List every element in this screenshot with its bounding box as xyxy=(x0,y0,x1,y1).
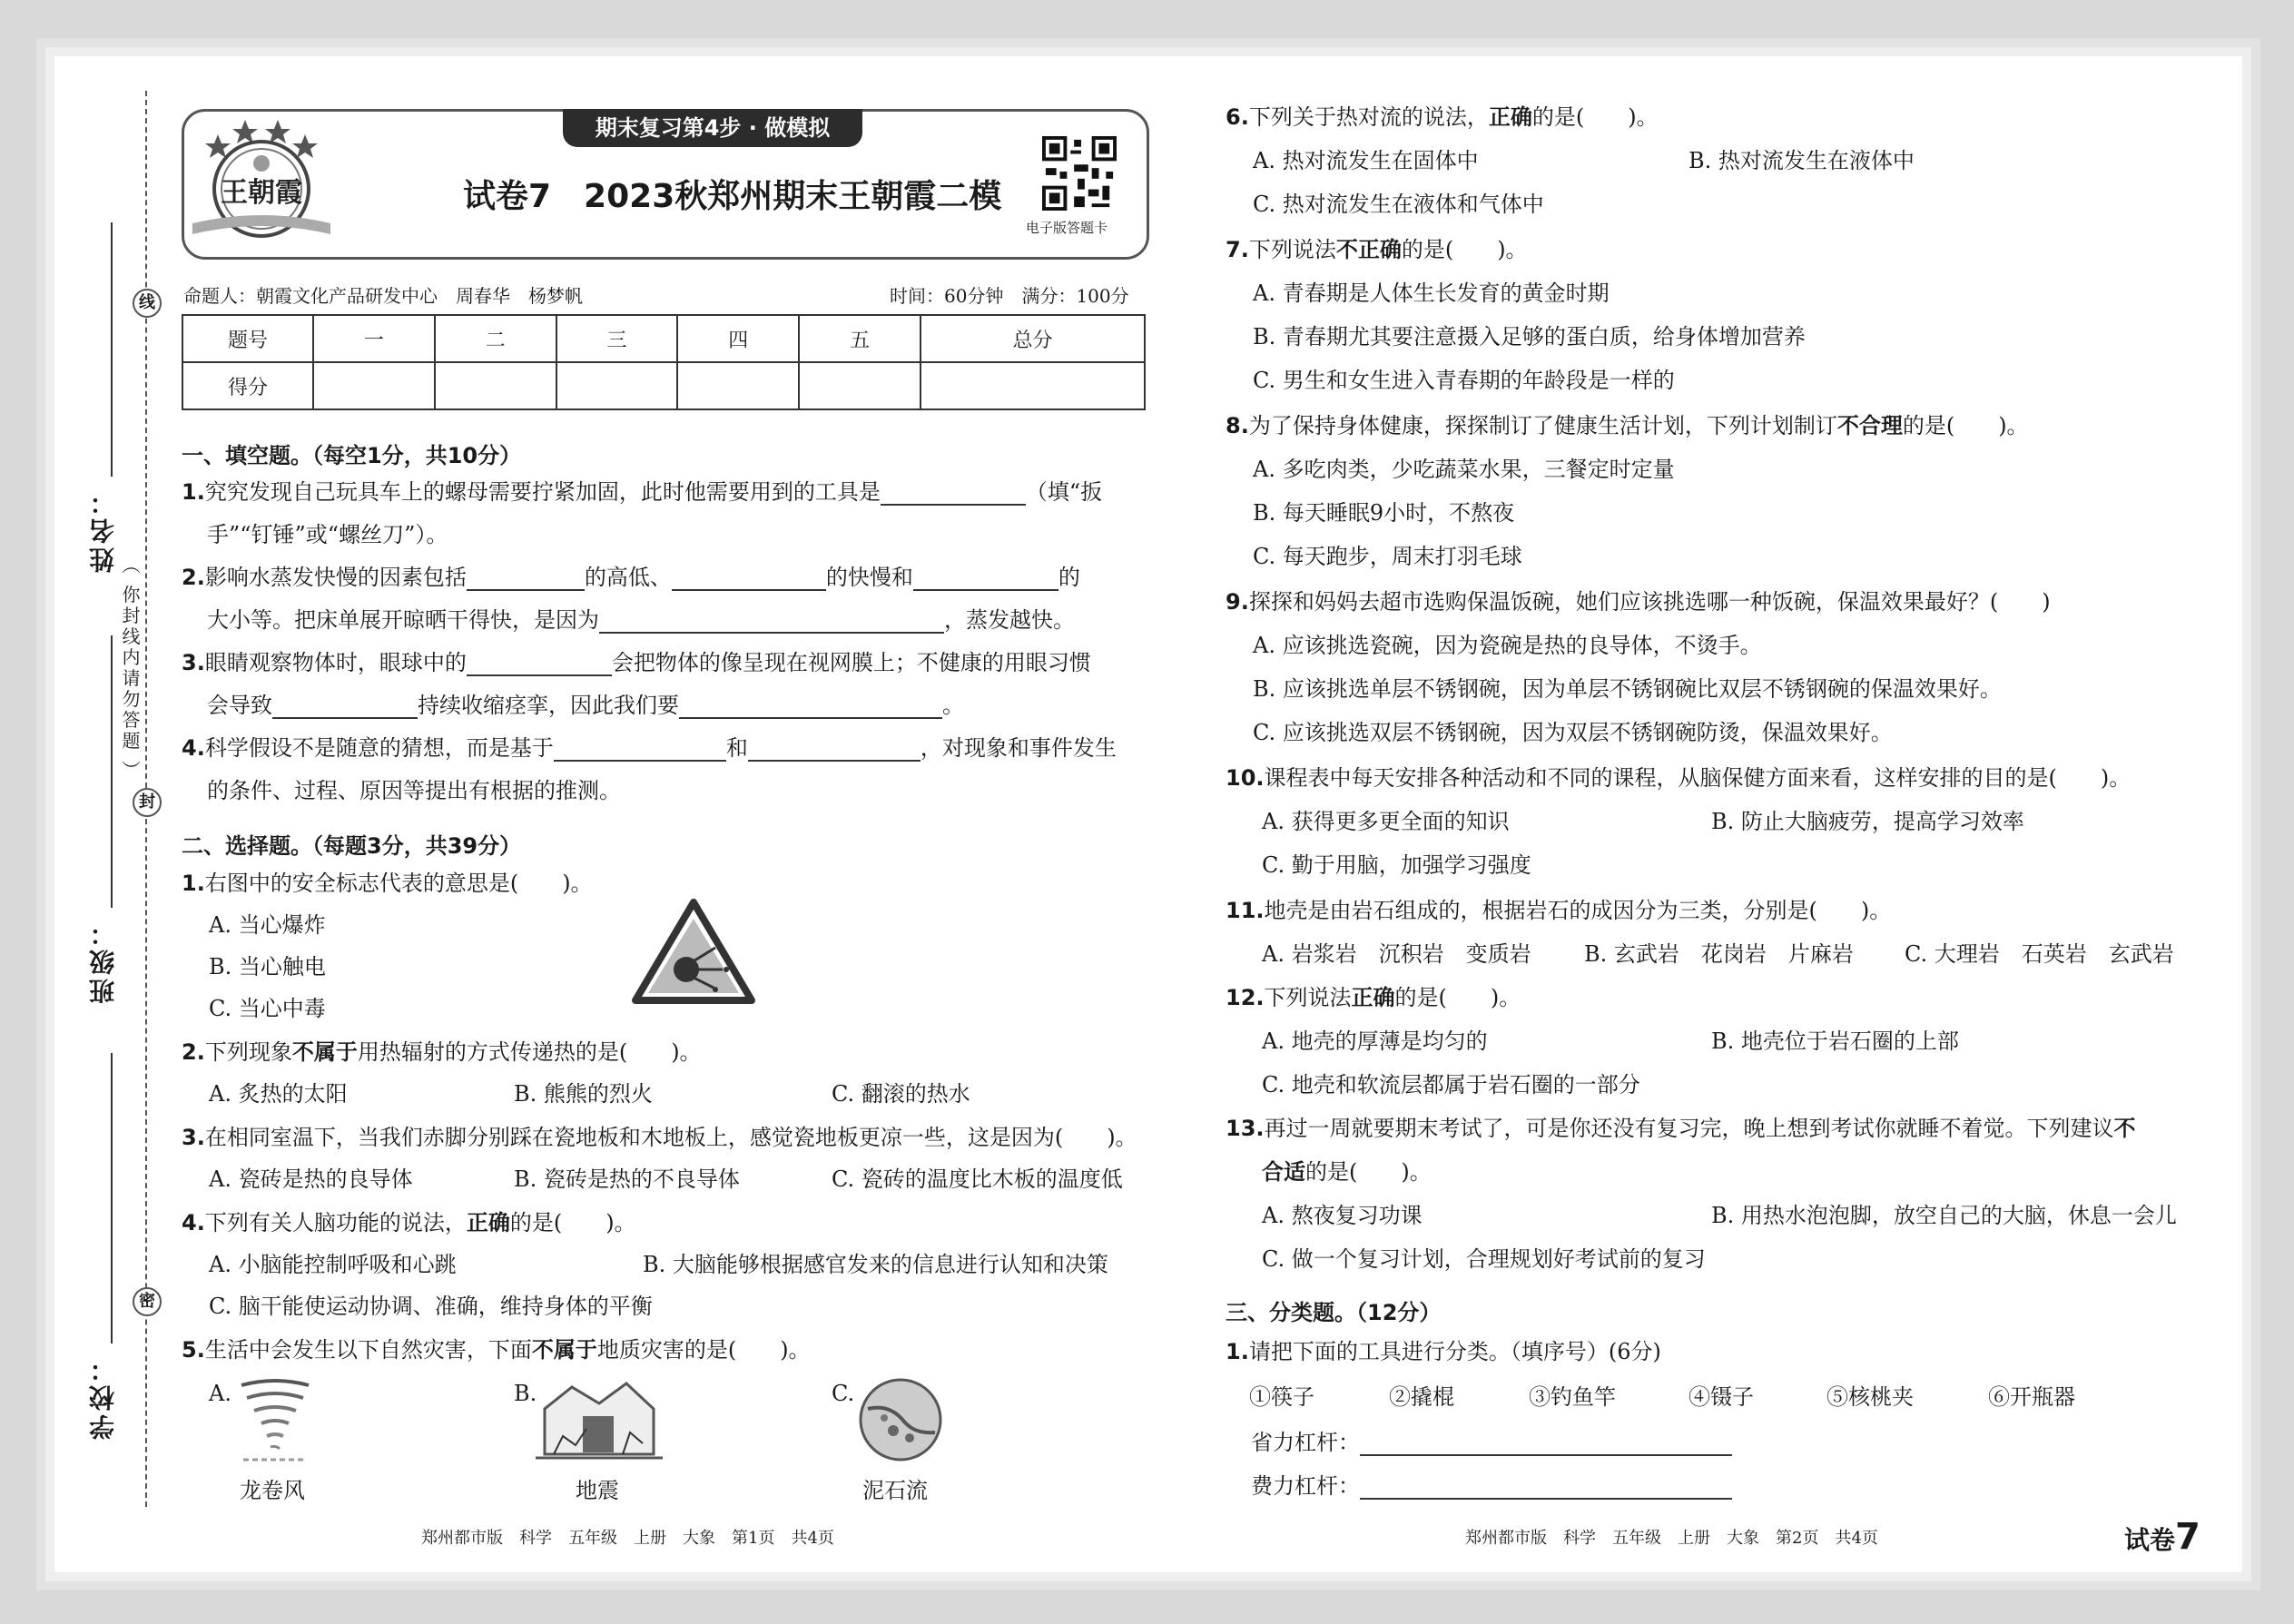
choice-q1-stem: 1.右图中的安全标志代表的意思是( )。 xyxy=(182,871,593,896)
name-label: 姓名： xyxy=(88,486,118,573)
score-header-cell: 五 xyxy=(799,315,921,362)
choice-q5-option-a[interactable]: A. xyxy=(209,1381,231,1406)
fill-q4-line1: 4.科学假设不是随意的猜想，而是基于 和 ，对现象和事件发生 xyxy=(182,735,1117,761)
paper-tag: 试卷7 xyxy=(2124,1516,2200,1558)
tornado-icon xyxy=(234,1376,316,1467)
tool-item: ①筷子 xyxy=(1249,1384,1314,1410)
choice-q10-option-a[interactable]: A. 获得更多更全面的知识 xyxy=(1262,809,1510,834)
score-header-cell: 题号 xyxy=(182,315,313,362)
choice-q3-option-b[interactable]: B. 瓷砖是热的不良导体 xyxy=(514,1166,740,1192)
choice-q13-stem-line2: 合适的是( )。 xyxy=(1262,1159,1432,1185)
choice-q11-option-c[interactable]: C. 大理岩 石英岩 玄武岩 xyxy=(1905,941,2174,967)
answer-blank[interactable] xyxy=(467,567,585,591)
qr-code-icon[interactable] xyxy=(1042,136,1117,211)
answer-blank[interactable] xyxy=(748,738,921,762)
header-tab: 期末复习第4步 · 做模拟 xyxy=(563,109,862,147)
fill-q2-line1: 2.影响水蒸发快慢的因素包括 的高低、 的快慢和 的 xyxy=(182,565,1080,590)
choice-q5-option-b[interactable]: B. xyxy=(514,1381,537,1406)
mudslide-caption: 泥石流 xyxy=(862,1478,928,1503)
choice-q7-option-c[interactable]: C. 男生和女生进入青春期的年龄段是一样的 xyxy=(1253,368,1675,393)
answer-blank[interactable] xyxy=(599,610,944,634)
choice-q5-stem: 5.生活中会发生以下自然灾害，下面不属于地质灾害的是( )。 xyxy=(182,1337,811,1363)
choice-q6-stem: 6.下列关于热对流的说法，正确的是( )。 xyxy=(1226,104,1659,130)
binding-mark-feng: 封 xyxy=(133,788,162,817)
choice-q6-option-a[interactable]: A. 热对流发生在固体中 xyxy=(1253,148,1479,173)
score-cell[interactable] xyxy=(313,362,435,409)
choice-q11-option-b[interactable]: B. 玄武岩 花岗岩 片麻岩 xyxy=(1584,941,1854,967)
choice-q11-stem: 11.地壳是由岩石组成的，根据岩石的成因分为三类，分别是( )。 xyxy=(1226,898,1892,923)
fill-q3-line1: 3.眼睛观察物体时，眼球中的 会把物体的像呈现在视网膜上；不健康的用眼习惯 xyxy=(182,650,1091,675)
school-label: 学校： xyxy=(88,1353,118,1440)
choice-q5-option-c[interactable]: C. xyxy=(832,1381,855,1406)
labor-costing-lever-row: 费力杠杆： xyxy=(1251,1472,1732,1500)
choice-q13-option-c[interactable]: C. 做一个复习计划，合理规划好考试前的复习 xyxy=(1262,1246,1706,1272)
class-label: 班级： xyxy=(88,917,118,1004)
choice-q12-option-c[interactable]: C. 地壳和软流层都属于岩石圈的一部分 xyxy=(1262,1072,1640,1097)
choice-q11-option-a[interactable]: A. 岩浆岩 沉积岩 变质岩 xyxy=(1262,941,1531,967)
score-row-label: 得分 xyxy=(182,362,313,409)
choice-q13-stem-line1: 13.再过一周就要期末考试了，可是你还没有复习完，晚上想到考试你就睡不着觉。下列建议不 xyxy=(1226,1116,2136,1141)
choice-q3-option-a[interactable]: A. 瓷砖是热的良导体 xyxy=(209,1166,413,1192)
choice-q8-stem: 8.为了保持身体健康，探探制订了健康生活计划，下列计划制订不合理的是( )。 xyxy=(1226,413,2029,438)
class-line xyxy=(111,635,113,908)
section-2-title: 二、选择题。（每题3分，共39分） xyxy=(182,833,522,859)
binding-mark-mi: 密 xyxy=(133,1287,162,1316)
score-cell[interactable] xyxy=(677,362,799,409)
score-table xyxy=(182,314,1146,410)
score-cell[interactable] xyxy=(921,362,1145,409)
choice-q2-stem: 2.下列现象不属于用热辐射的方式传递热的是( )。 xyxy=(182,1039,702,1065)
footer-right: 郑州都市版 科学 五年级 上册 大象 第2页 共4页 xyxy=(1465,1529,1878,1548)
fill-q4-line2: 的条件、过程、原因等提出有根据的推测。 xyxy=(207,778,621,803)
fill-q1-line1: 1.究究发现自己玩具车上的螺母需要拧紧加固，此时他需要用到的工具是 （填“扳 xyxy=(182,479,1103,505)
choice-q4-option-c[interactable]: C. 脑干能使运动协调、准确，维持身体的平衡 xyxy=(209,1294,653,1319)
answer-blank[interactable] xyxy=(672,567,826,591)
score-header-cell: 二 xyxy=(435,315,556,362)
choice-q12-option-b[interactable]: B. 地壳位于岩石圈的上部 xyxy=(1711,1029,1959,1054)
score-header-cell: 总分 xyxy=(921,315,1145,362)
school-line xyxy=(111,1053,113,1343)
score-cell[interactable] xyxy=(556,362,678,409)
tool-item: ⑥开瓶器 xyxy=(1988,1384,2075,1410)
qr-caption: 电子版答题卡 xyxy=(1026,220,1108,236)
score-cell[interactable] xyxy=(435,362,556,409)
choice-q8-option-b[interactable]: B. 每天睡眠9小时，不熬夜 xyxy=(1253,500,1515,526)
choice-q3-option-c[interactable]: C. 瓷砖的温度比木板的温度低 xyxy=(832,1166,1123,1192)
score-header-cell: 一 xyxy=(313,315,435,362)
choice-q1-option-a[interactable]: A. 当心爆炸 xyxy=(209,912,326,938)
choice-q12-stem: 12.下列说法正确的是( )。 xyxy=(1226,985,1521,1010)
choice-q4-option-a[interactable]: A. 小脑能控制呼吸和心跳 xyxy=(209,1252,457,1277)
page-title: 试卷7 2023秋郑州期末王朝霞二模 xyxy=(463,178,1002,215)
footer-left: 郑州都市版 科学 五年级 上册 大象 第1页 共4页 xyxy=(421,1529,834,1548)
choice-q2-option-b[interactable]: B. 熊熊的烈火 xyxy=(514,1081,653,1107)
explosion-warning-icon xyxy=(632,899,755,1006)
answer-blank[interactable] xyxy=(272,695,418,719)
choice-q4-stem: 4.下列有关人脑功能的说法，正确的是( )。 xyxy=(182,1210,636,1235)
binding-note: （ 你封线内请勿答题 ） xyxy=(119,556,141,782)
tool-item: ②撬棍 xyxy=(1389,1384,1454,1410)
fill-q1-line2: 手”“钉锤”或“螺丝刀”）。 xyxy=(207,522,448,547)
choice-q7-stem: 7.下列说法不正确的是( )。 xyxy=(1226,237,1528,262)
choice-q9-option-a[interactable]: A. 应该挑选瓷碗，因为瓷碗是热的良导体，不烫手。 xyxy=(1253,633,1762,658)
answer-blank[interactable] xyxy=(679,695,942,719)
choice-q13-option-b[interactable]: B. 用热水泡泡脚，放空自己的大脑，休息一会儿 xyxy=(1711,1203,2177,1228)
section-1-title: 一、填空题。（每空1分，共10分） xyxy=(182,443,522,468)
mudslide-icon xyxy=(857,1376,944,1463)
score-header-cell: 三 xyxy=(556,315,678,362)
choice-q4-option-b[interactable]: B. 大脑能够根据感官发来的信息进行认知和决策 xyxy=(643,1252,1108,1277)
authors: 命题人：朝霞文化产品研发中心 周春华 杨梦帆 xyxy=(183,285,583,307)
choice-q6-option-b[interactable]: B. 热对流发生在液体中 xyxy=(1689,148,1915,173)
score-cell[interactable] xyxy=(799,362,921,409)
choice-q9-stem: 9.探探和妈妈去超市选购保温饭碗，她们应该挑选哪一种饭碗，保温效果最好？( ) xyxy=(1226,589,2051,615)
choice-q2-option-c[interactable]: C. 翻滚的热水 xyxy=(832,1081,970,1107)
score-header-cell: 四 xyxy=(677,315,799,362)
answer-blank[interactable] xyxy=(913,567,1058,591)
score-table-score-row xyxy=(182,362,1145,409)
choice-q10-option-b[interactable]: B. 防止大脑疲劳，提高学习效率 xyxy=(1711,809,2024,834)
name-line xyxy=(111,222,113,477)
fill-q2-line2: 大小等。把床单展开晾晒干得快，是因为 ，蒸发越快。 xyxy=(207,607,1075,633)
choice-q3-stem: 3.在相同室温下，当我们赤脚分别踩在瓷地板和木地板上，感觉瓷地板更凉一些，这是因为( )。 xyxy=(182,1125,1137,1150)
choice-q8-option-a[interactable]: A. 多吃肉类，少吃蔬菜水果，三餐定时定量 xyxy=(1253,457,1675,482)
choice-q2-option-a[interactable]: A. 炙热的太阳 xyxy=(209,1081,348,1107)
choice-q10-stem: 10.课程表中每天安排各种活动和不同的课程，从脑保健方面来看，这样安排的目的是( )。 xyxy=(1226,765,2132,791)
answer-blank[interactable] xyxy=(1360,1476,1732,1500)
choice-q1-option-b[interactable]: B. 当心触电 xyxy=(209,954,326,979)
answer-blank[interactable] xyxy=(467,653,612,676)
answer-blank[interactable] xyxy=(554,738,726,762)
time-score: 时间：60分钟 满分：100分 xyxy=(890,285,1129,307)
svg-text:王朝霞: 王朝霞 xyxy=(221,177,302,209)
score-table-header-row xyxy=(182,315,1145,362)
labor-saving-lever-row: 省力杠杆： xyxy=(1251,1429,1732,1456)
classify-q1-stem: 1.请把下面的工具进行分类。（填序号）(6分) xyxy=(1226,1339,1661,1364)
section-3-title: 三、分类题。（12分） xyxy=(1226,1300,1442,1325)
choice-q12-option-a[interactable]: A. 地壳的厚薄是均匀的 xyxy=(1262,1029,1488,1054)
choice-q7-option-a[interactable]: A. 青春期是人体生长发育的黄金时期 xyxy=(1253,281,1610,306)
choice-q9-option-b[interactable]: B. 应该挑选单层不锈钢碗，因为单层不锈钢碗比双层不锈钢碗的保温效果好。 xyxy=(1253,676,2002,702)
answer-blank[interactable] xyxy=(881,482,1026,506)
fill-q3-line2: 会导致 持续收缩痉挛，因此我们要 。 xyxy=(207,693,964,718)
tornado-caption: 龙卷风 xyxy=(240,1478,305,1503)
earthquake-caption: 地震 xyxy=(576,1478,619,1503)
choice-q8-option-c[interactable]: C. 每天跑步，周末打羽毛球 xyxy=(1253,544,1522,569)
tool-item: ④镊子 xyxy=(1689,1384,1754,1410)
tool-item: ⑤核桃夹 xyxy=(1826,1384,1914,1410)
answer-blank[interactable] xyxy=(1360,1432,1732,1456)
choice-q7-option-b[interactable]: B. 青春期尤其要注意摄入足够的蛋白质，给身体增加营养 xyxy=(1253,324,1806,349)
earthquake-icon xyxy=(536,1373,663,1463)
choice-q9-option-c[interactable]: C. 应该挑选双层不锈钢碗，因为双层不锈钢碗防烫，保温效果好。 xyxy=(1253,720,1893,745)
choice-q6-option-c[interactable]: C. 热对流发生在液体和气体中 xyxy=(1253,192,1544,217)
brand-logo xyxy=(189,116,334,247)
choice-q13-option-a[interactable]: A. 熬夜复习功课 xyxy=(1262,1203,1423,1228)
binding-mark-xian: 线 xyxy=(133,289,162,318)
choice-q10-option-c[interactable]: C. 勤于用脑，加强学习强度 xyxy=(1262,852,1531,878)
choice-q1-option-c[interactable]: C. 当心中毒 xyxy=(209,996,326,1021)
tool-item: ③钓鱼竿 xyxy=(1529,1384,1616,1410)
